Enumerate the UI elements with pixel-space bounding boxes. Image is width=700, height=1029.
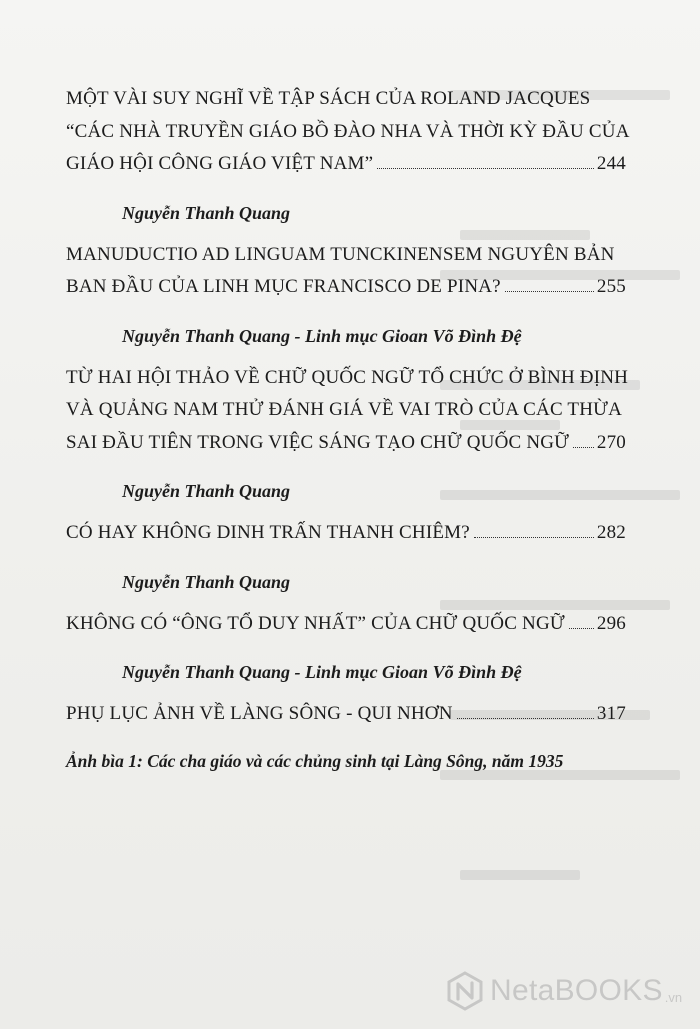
toc-entry-title-line: KHÔNG CÓ “ÔNG TỔ DUY NHẤT” CỦA CHỮ QUỐC NGỮ xyxy=(66,612,565,634)
toc-entry-title-line: MANUDUCTIO AD LINGUAM TUNCKINENSEM NGUYÊN BẢN xyxy=(66,243,615,265)
toc-entry-title-line: GIÁO HỘI CÔNG GIÁO VIỆT NAM” xyxy=(66,153,374,174)
toc-entry-title-line: MỘT VÀI SUY NGHĨ VỀ TẬP SÁCH CỦA ROLAND JACQUES xyxy=(66,88,591,109)
toc-page-number: 244 xyxy=(596,153,626,174)
toc-entry-title-line: “CÁC NHÀ TRUYỀN GIÁO BỒ ĐÀO NHA VÀ THỜI KỲ ĐẦU CỦA xyxy=(66,120,630,142)
netabooks-logo-icon xyxy=(446,970,484,1012)
toc-entry-title-line: TỪ HAI HỘI THẢO VỀ CHỮ QUỐC NGỮ TỔ CHỨC Ở BÌNH ĐỊNH xyxy=(66,366,629,388)
toc-page-number: 255 xyxy=(596,276,626,297)
toc-page-number: 317 xyxy=(596,703,626,724)
toc-entry xyxy=(66,517,626,550)
toc-entry xyxy=(66,608,626,641)
dot-leader xyxy=(474,537,594,538)
watermark-logo xyxy=(446,968,686,1014)
dot-leader xyxy=(505,291,594,292)
toc-author: Nguyễn Thanh Quang - Linh mục Gioan Võ Đình Đệ xyxy=(122,662,522,682)
dot-leader xyxy=(573,447,594,448)
toc-entry xyxy=(66,239,626,304)
dot-leader xyxy=(569,628,594,629)
toc-page-number: 270 xyxy=(596,431,626,453)
toc-entry-title-line: CÓ HAY KHÔNG DINH TRẤN THANH CHIÊM? xyxy=(66,522,470,543)
watermark-domain: .vn xyxy=(664,989,683,1005)
dot-leader xyxy=(457,718,594,719)
toc-author: Nguyễn Thanh Quang xyxy=(122,202,291,223)
table-of-contents xyxy=(66,83,630,772)
toc-entry xyxy=(66,698,626,731)
dot-leader xyxy=(377,168,594,169)
toc-entry xyxy=(66,83,630,181)
toc-entry xyxy=(66,362,629,460)
toc-page-number: 282 xyxy=(596,522,626,543)
toc-author: Nguyễn Thanh Quang - Linh mục Gioan Võ Đình Đệ xyxy=(122,325,522,346)
toc-author: Nguyễn Thanh Quang xyxy=(122,481,291,501)
toc-entry-title-line: VÀ QUẢNG NAM THỬ ĐÁNH GIÁ VỀ VAI TRÒ CỦA CÁC THỪA xyxy=(66,399,623,420)
toc-entry-title-line: BAN ĐẦU CỦA LINH MỤC FRANCISCO DE PINA? xyxy=(66,276,501,297)
cover-caption: Ảnh bìa 1: Các cha giáo và các chủng sinh tại Làng Sông, năm 1935 xyxy=(66,750,564,771)
toc-page-number: 296 xyxy=(596,612,626,634)
toc-author: Nguyễn Thanh Quang xyxy=(122,571,291,592)
toc-entry-title-line: SAI ĐẦU TIÊN TRONG VIỆC SÁNG TẠO CHỮ QUỐC NGỮ xyxy=(66,431,570,453)
toc-entry-title-line: PHỤ LỤC ẢNH VỀ LÀNG SÔNG - QUI NHƠN xyxy=(66,703,453,724)
watermark-brand: NetaBOOKS xyxy=(490,974,663,1007)
